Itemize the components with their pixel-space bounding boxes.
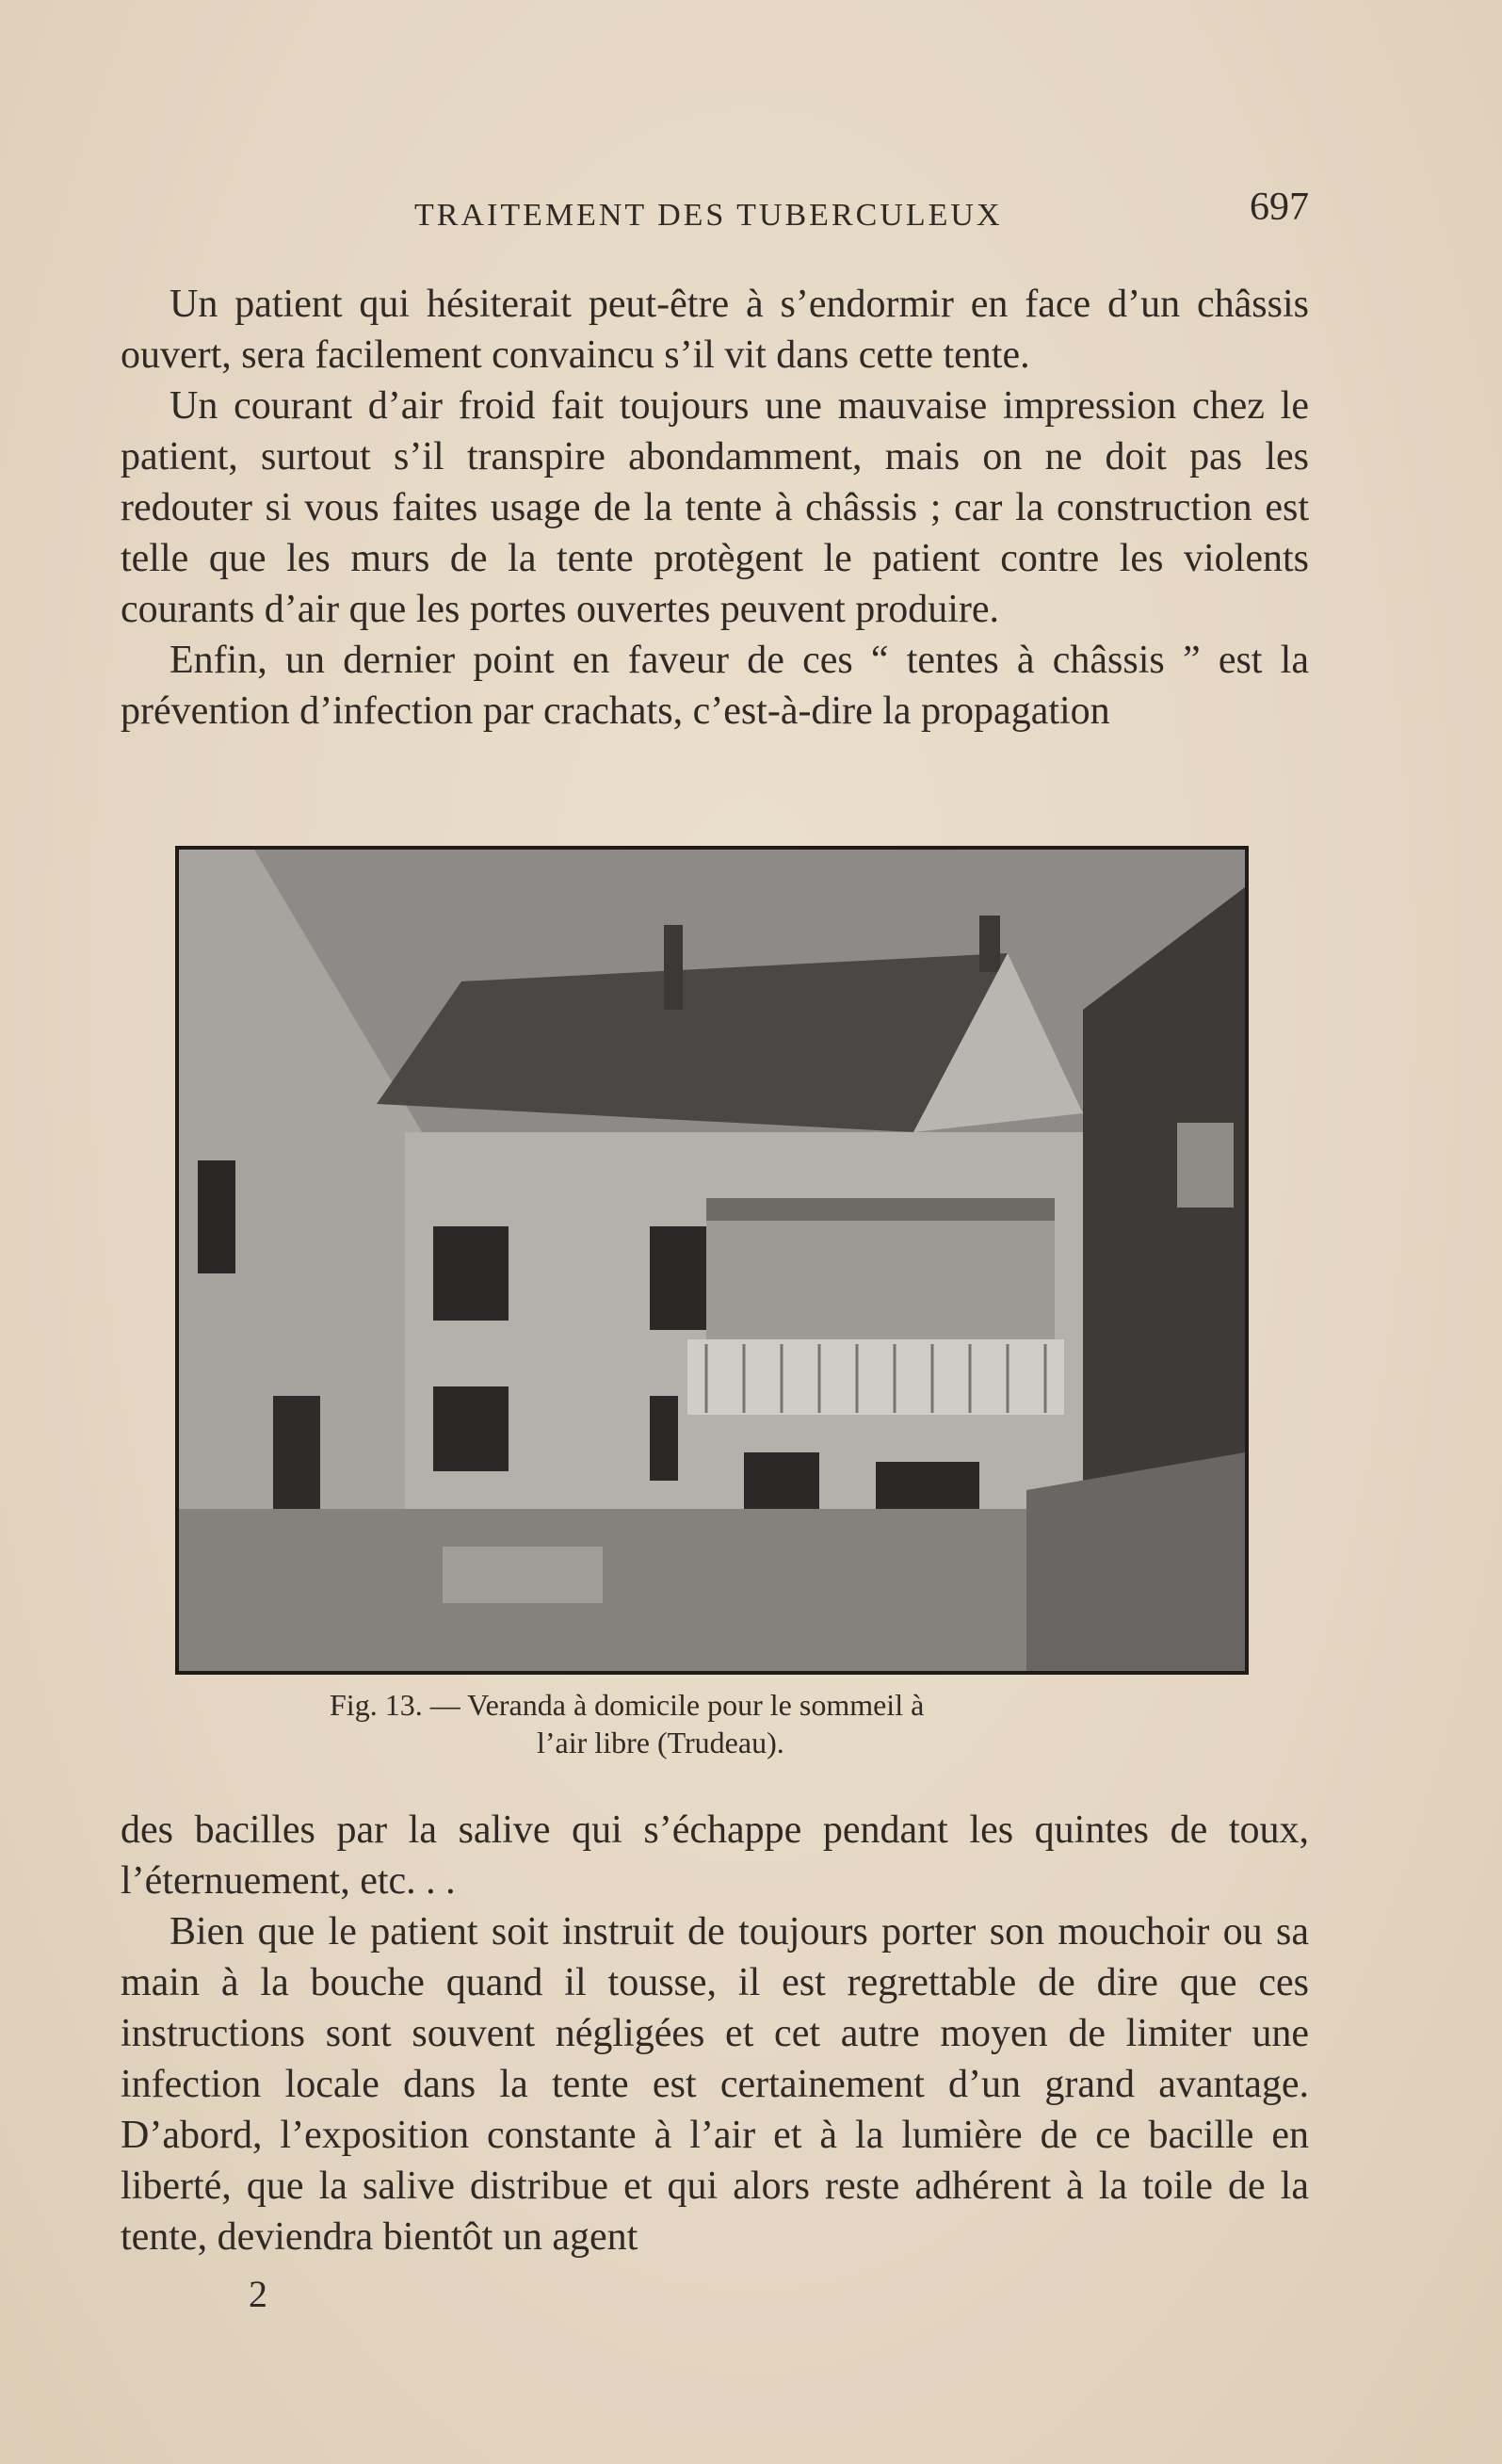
caption-line-1: Fig. 13. — Veranda à domicile pour le sommeil à <box>330 1688 925 1722</box>
bottom-text-block <box>121 1805 1309 2262</box>
running-title: TRAITEMENT DES TUBERCULEUX <box>414 198 1003 233</box>
paragraph: Bien que le patient soit instruit de toujours porter son mouchoir ou sa main à la bouche quand il tousse, il est regrettable de dire que ces instructions sont souvent négligées et cet autre moyen de limiter une infection locale dans la tente est certainement d’un grand avantage. D’abord, l’exposition constante à l’air et à la lumière de ce bacille en liberté, que la salive distribue et qui alors reste adhérent à la toile de la tente, deviendra bientôt un agent <box>121 1910 1309 2259</box>
signature-mark: 2 <box>249 2273 267 2315</box>
page-number: 697 <box>1250 186 1309 229</box>
house-illustration <box>179 850 1245 1671</box>
figure-caption <box>330 1686 1158 1761</box>
caption-line-2: l’air libre (Trudeau). <box>537 1726 784 1759</box>
paragraph: des bacilles par la salive qui s’échappe pendant les quintes de toux, l’éternuement, etc. . . <box>121 1808 1309 1903</box>
paragraph: Enfin, un dernier point en faveur de ces “ tentes à châssis ” est la prévention d’infection par crachats, c’est-à-dire la propagation <box>121 639 1309 733</box>
page-header <box>122 185 1309 241</box>
top-text-block <box>121 279 1309 737</box>
paragraph: Un patient qui hésiterait peut-être à s’endormir en face d’un châssis ouvert, sera facilement convaincu s’il vit dans cette tente. <box>121 283 1309 377</box>
paragraph: Un courant d’air froid fait toujours une mauvaise impression chez le patient, surtout s’il transpire abondamment, mais on ne doit pas les redouter si vous faites usage de la tente à châssis ; car la construction est telle que les murs de la tente protègent le patient contre les violents courants d’air que les portes ouvertes peuvent produire. <box>121 384 1309 631</box>
figure-photograph-veranda <box>175 846 1249 1675</box>
